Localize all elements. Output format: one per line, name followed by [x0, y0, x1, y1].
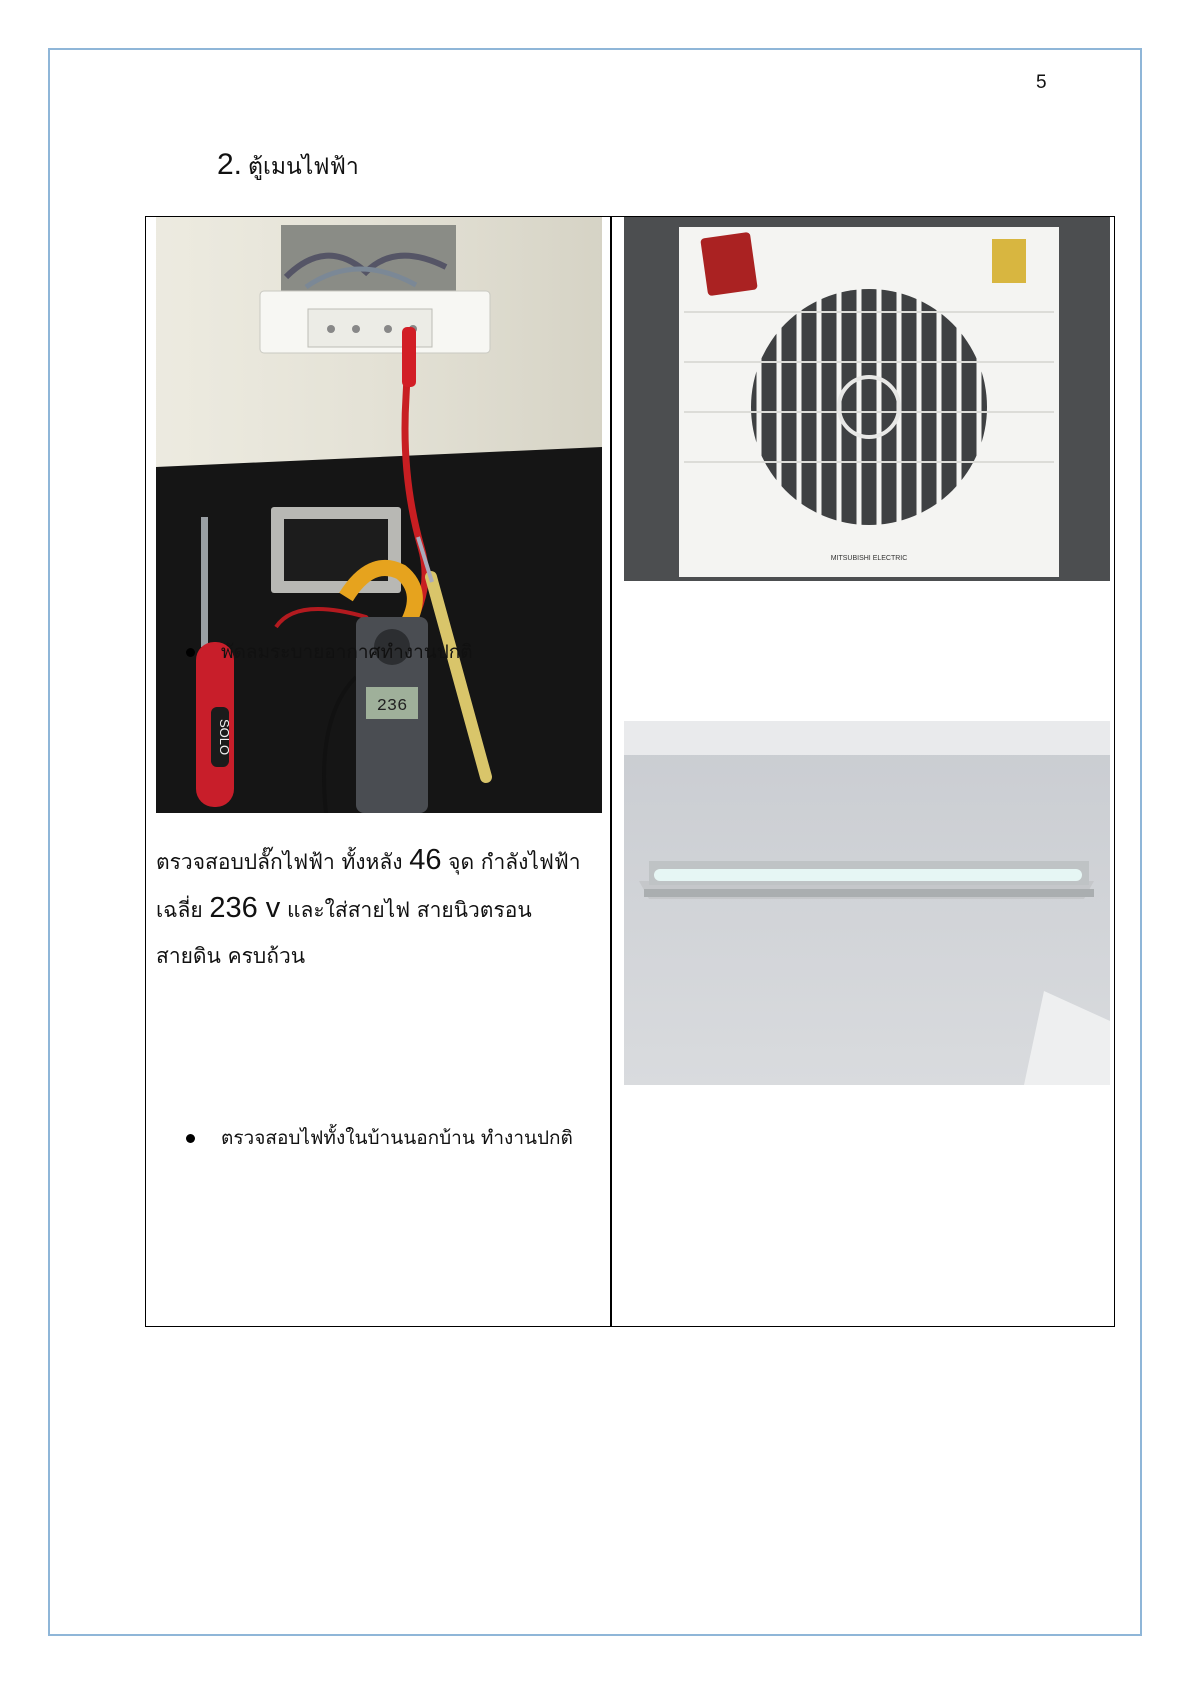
ventilation-fan-photo — [624, 217, 1110, 581]
description-part-3: และใส่สายไฟ สายนิวตรอน สายดิน ครบถ้วน — [156, 898, 532, 968]
outlet-count: 46 — [409, 844, 442, 876]
bullet-icon — [186, 1134, 195, 1143]
average-voltage: 236 v — [209, 892, 281, 924]
page-number: 5 — [1036, 72, 1047, 93]
lighting-status-caption: ตรวจสอบไฟทั้งในบ้านนอกบ้าน ทำงานปกติ — [221, 1127, 573, 1149]
fan-status-item — [186, 637, 473, 667]
report-table — [145, 216, 1115, 1327]
description-part-1: ตรวจสอบปลั๊กไฟฟ้า ทั้งหลัง — [156, 850, 410, 874]
description-part-2: จุด กำลังไฟฟ้า เฉลี่ย — [156, 850, 581, 922]
bullet-icon — [186, 648, 195, 657]
lighting-status-item — [186, 1123, 573, 1153]
fan-brand-text: MITSUBISHI ELECTRIC — [830, 555, 908, 562]
fan-status-caption: พัดลมระบายอากาศทำงานปกติ — [221, 641, 473, 663]
multimeter-testing-outlet-photo — [156, 217, 602, 813]
screwdriver-brand-text: SOLO — [217, 718, 232, 756]
section-title: ตู้เมนไฟฟ้า — [248, 154, 359, 180]
section-number: 2. — [217, 148, 243, 181]
outlet-inspection-text — [156, 837, 601, 979]
meter-reading-text: 236 — [376, 697, 408, 716]
fluorescent-light-photo — [624, 721, 1110, 1085]
section-heading — [217, 148, 359, 185]
column-divider — [610, 217, 612, 1326]
